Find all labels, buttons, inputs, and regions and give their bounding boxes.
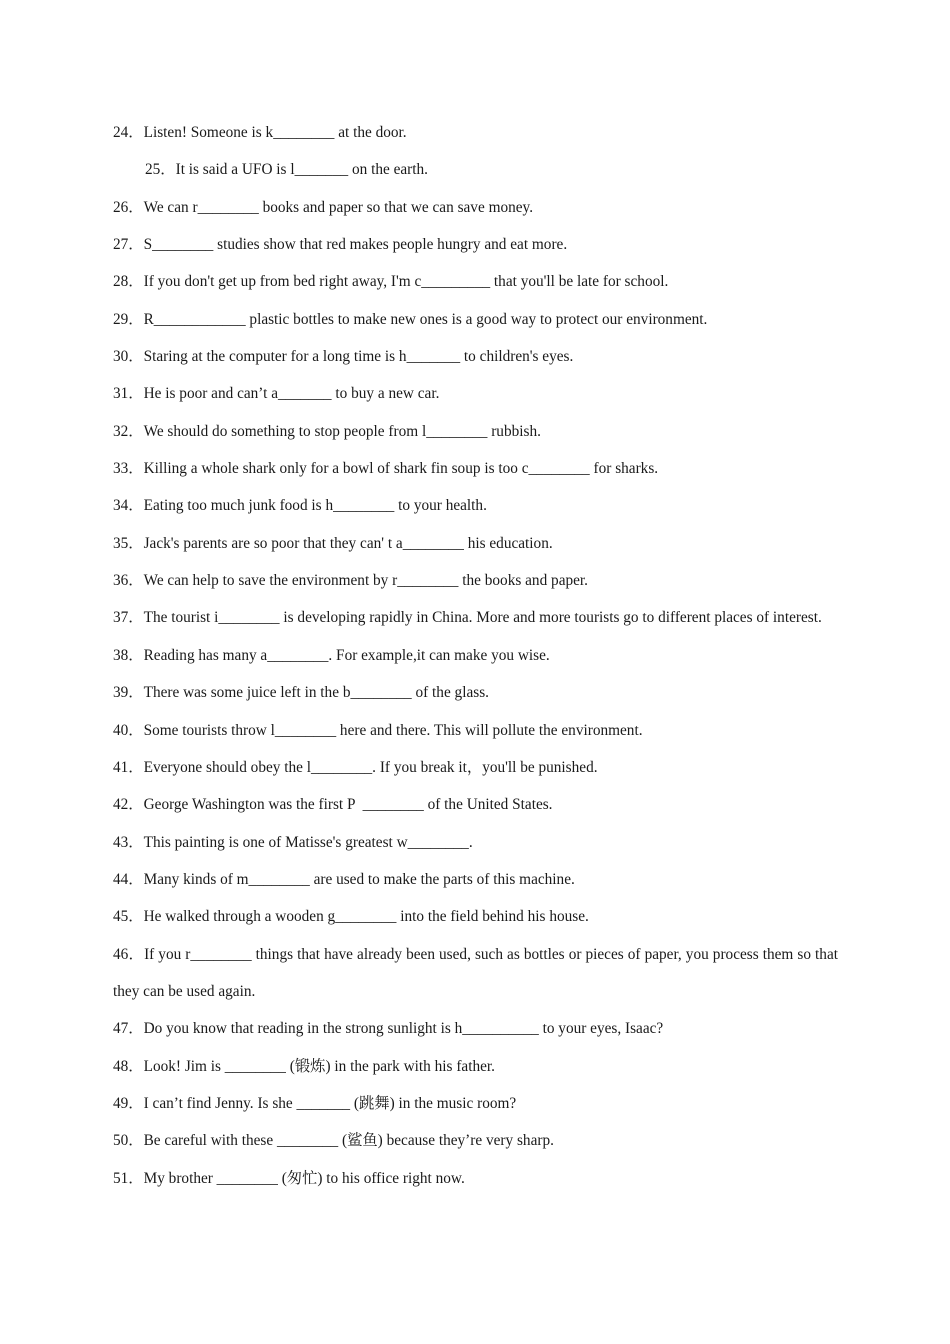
question-text: Do you know that reading in the strong sunlight is h__________ to your eyes, Isaac? (143, 1020, 664, 1038)
question-46 (113, 936, 838, 1011)
question-34 (113, 487, 838, 524)
question-number: 33． (113, 460, 144, 478)
question-number: 28． (113, 273, 144, 291)
question-text: Everyone should obey the l________. If you break it，you'll be punished. (143, 758, 598, 776)
question-43 (113, 824, 838, 861)
question-number: 51． (113, 1169, 144, 1187)
question-text: My brother ________ (匆忙) to his office right now. (143, 1169, 465, 1187)
question-37 (113, 599, 838, 636)
question-number: 43． (113, 833, 144, 851)
question-number: 34． (113, 497, 144, 515)
question-text: This painting is one of Matisse's greatest w________. (143, 833, 473, 851)
question-number: 39． (113, 684, 144, 702)
question-number: 44． (113, 870, 144, 888)
question-44 (113, 861, 838, 898)
question-50 (113, 1122, 838, 1159)
question-29 (113, 301, 838, 338)
question-number: 40． (113, 721, 144, 739)
question-text: Reading has many a________. For example,it can make you wise. (143, 646, 550, 664)
question-list (113, 114, 838, 1197)
question-number: 26． (113, 198, 144, 216)
question-26 (113, 189, 838, 226)
question-51 (113, 1160, 838, 1197)
question-41 (113, 749, 838, 786)
question-text: Many kinds of m________ are used to make the parts of this machine. (143, 870, 575, 888)
question-number: 35． (113, 534, 144, 552)
question-text: It is said a UFO is l_______ on the earth. (175, 161, 428, 179)
question-number: 38． (113, 646, 144, 664)
question-33 (113, 450, 838, 487)
question-text: George Washington was the first P ________ of the United States. (143, 796, 553, 814)
question-24 (113, 114, 838, 151)
question-number: 30． (113, 348, 144, 366)
question-28 (113, 263, 838, 300)
question-40 (113, 712, 838, 749)
question-text: Killing a whole shark only for a bowl of shark fin soup is too c________ for sharks. (143, 460, 659, 478)
question-number: 24． (113, 124, 144, 141)
question-text: Listen! Someone is k________ at the door. (143, 124, 407, 141)
question-30 (113, 338, 838, 375)
question-number: 49． (113, 1094, 144, 1112)
question-text: If you r________ things that have already been used, such as bottles or pieces of paper, you process them so that they can be used again. (113, 945, 838, 1000)
question-text: Be careful with these ________ (鲨鱼) because they’re very sharp. (143, 1132, 554, 1150)
question-36 (113, 562, 838, 599)
question-text: The tourist i________ is developing rapidly in China. More and more tourists go to different places of interest. (143, 609, 822, 627)
question-text: There was some juice left in the b________ of the glass. (143, 684, 489, 702)
question-text: He is poor and can’t a_______ to buy a new car. (143, 385, 440, 403)
question-text: Some tourists throw l________ here and there. This will pollute the environment. (143, 721, 643, 739)
question-39 (113, 674, 838, 711)
question-text: I can’t find Jenny. Is she _______ (跳舞) in the music room? (143, 1094, 517, 1112)
question-38 (113, 637, 838, 674)
question-number: 48． (113, 1057, 144, 1075)
question-32 (113, 413, 838, 450)
question-48 (113, 1048, 838, 1085)
question-number: 27． (113, 236, 144, 254)
question-number: 47． (113, 1020, 144, 1038)
question-number: 50． (113, 1132, 144, 1150)
question-number: 42． (113, 796, 144, 814)
question-text: If you don't get up from bed right away, I'm c_________ that you'll be late for school. (143, 273, 669, 291)
question-31 (113, 375, 838, 412)
question-47 (113, 1010, 838, 1047)
question-text: Eating too much junk food is h________ to your health. (143, 497, 487, 515)
question-27 (113, 226, 838, 263)
question-text: We can r________ books and paper so that we can save money. (143, 198, 534, 216)
question-text: He walked through a wooden g________ into the field behind his house. (143, 908, 589, 926)
question-number: 29． (113, 310, 144, 328)
question-text: We should do something to stop people from l________ rubbish. (143, 422, 541, 440)
question-25 (113, 151, 838, 188)
question-text: Staring at the computer for a long time is h_______ to children's eyes. (143, 348, 574, 366)
question-45 (113, 898, 838, 935)
question-42 (113, 786, 838, 823)
question-number: 31． (113, 385, 144, 403)
question-text: S________ studies show that red makes people hungry and eat more. (143, 236, 568, 254)
question-number: 32． (113, 422, 144, 440)
question-text: R____________ plastic bottles to make new ones is a good way to protect our environment. (143, 310, 708, 328)
question-number: 37． (113, 609, 144, 627)
question-number: 36． (113, 572, 144, 590)
question-35 (113, 525, 838, 562)
question-49 (113, 1085, 838, 1122)
question-number: 25． (145, 161, 176, 179)
question-text: Look! Jim is ________ (锻炼) in the park with his father. (143, 1057, 495, 1075)
question-number: 45． (113, 908, 144, 926)
question-number: 46． (113, 945, 145, 963)
question-number: 41． (113, 758, 144, 776)
question-text: We can help to save the environment by r________ the books and paper. (143, 572, 588, 590)
question-text: Jack's parents are so poor that they can' t a________ his education. (143, 534, 553, 552)
